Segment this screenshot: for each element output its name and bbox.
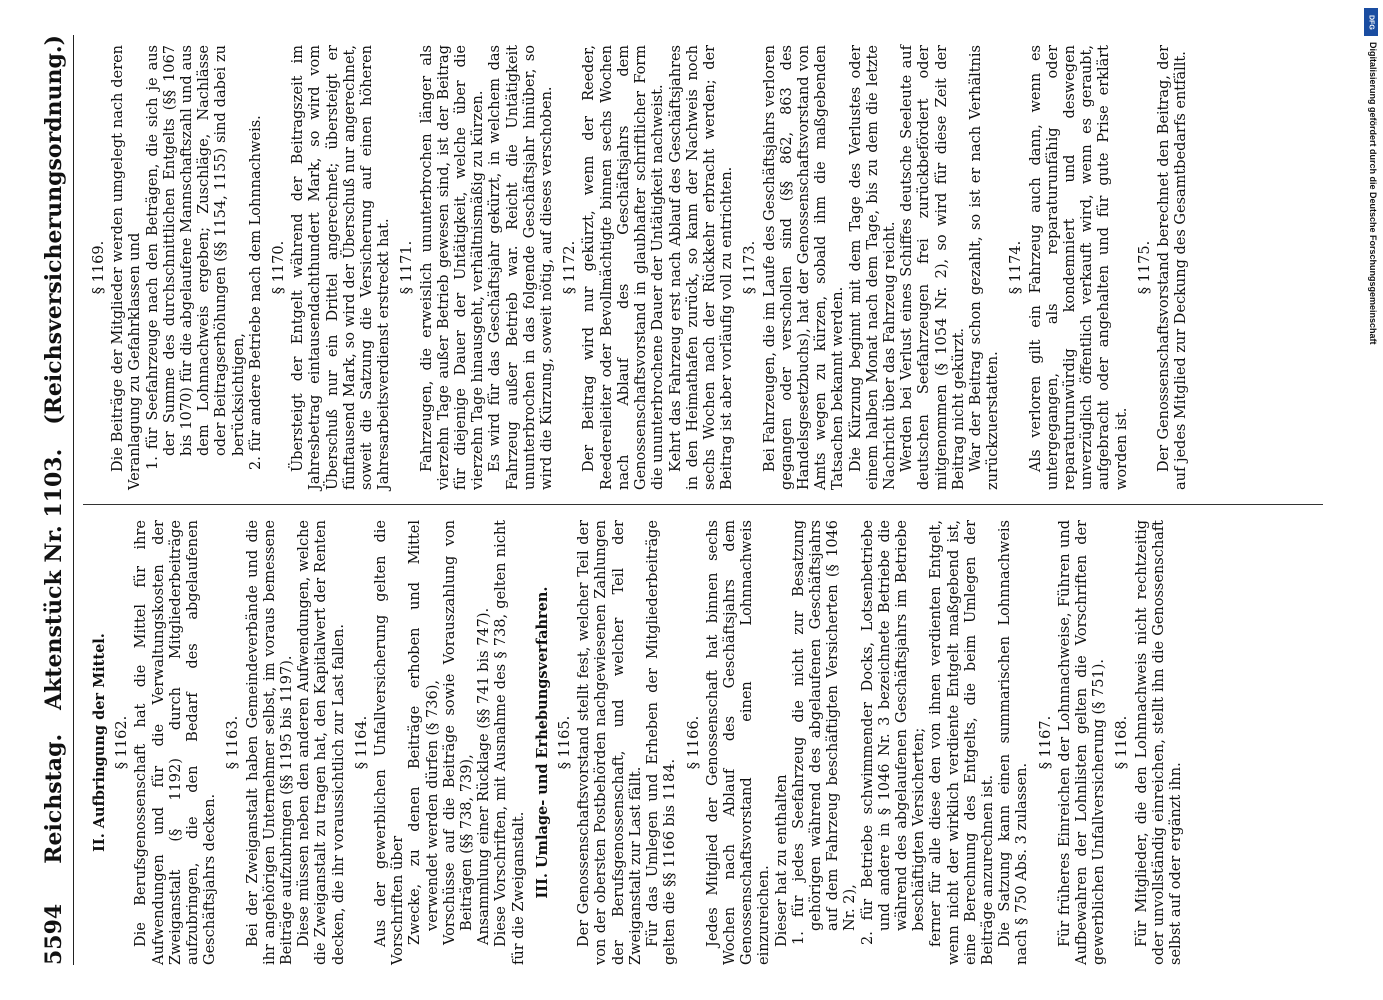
header-left-title: Reichstag.	[41, 733, 67, 864]
list-item: Vorschüsse auf die Beiträge sowie Vorauszahlung von Beiträgen (§§ 738, 739),	[441, 520, 476, 945]
paragraph-number: § 1167.	[1037, 715, 1054, 770]
paragraph-text: Als verloren gilt ein Fahrzeug auch dann, wenn es untergegangen, als reparaturunfähig oder reparaturunwürdig kondemniert und deswegen unverzüglich öffentlich verkauft wird, wenn es geraubt, aufgebracht oder angehalten und für gute Prise erklärt worden ist.	[1027, 45, 1130, 490]
item-list	[791, 520, 929, 945]
paragraph-number: § 1165.	[557, 715, 574, 770]
paragraph-text: Dieser hat zu enthalten	[773, 774, 790, 947]
paragraph-text: Die Beiträge der Mitglieder werden umgelegt nach deren Veranlagung zu Gefahrklassen und	[110, 45, 144, 490]
paragraph-number: § 1173.	[742, 240, 759, 295]
paragraph-number: § 1172.	[562, 240, 579, 295]
dfg-logo: DFG	[1364, 8, 1378, 36]
paragraph-number: § 1170.	[271, 240, 288, 295]
page-number: 5594	[41, 903, 67, 965]
paragraph-text: Diese müssen neben den anderen Aufwendungen, welche die Zweiganstalt zu tragen hat, den Kapitalwert der Renten decken, die ihr voraussichtlich zur Last fallen.	[296, 520, 347, 965]
paragraph-number: § 1175.	[1136, 240, 1153, 295]
paragraph-number: § 1166.	[685, 715, 702, 770]
page-header	[35, 35, 74, 965]
paragraph-text: Übersteigt der Entgelt während der Beitragszeit im Jahresbetrag eintausendachthundert Mark, so wird vom Überschuß nur ein Drittel angerechnet; übersteigt er fünftausend Mark, so wird der Überschuß nur angerechnet, soweit die Satzung die Versicherung auf einen höheren Jahresarbeitsverdienst erstreckt hat.	[290, 45, 393, 490]
paragraph-number: § 1164.	[353, 715, 370, 770]
right-column	[85, 45, 1325, 490]
paragraph-text: Die Satzung kann einen summarischen Lohnnachweis nach § 750 Abs. 3 zulassen.	[997, 520, 1031, 965]
paragraph-text: Der Beitrag wird nur gekürzt, wenn der Reeder, Reedereileiter oder Bevollmächtigte binnen sechs Wochen nach Ablauf des Geschäftsjahrs dem Genossenschaftsvorstand in glaubhafter schriftlicher Form die ununterbrochene Dauer der Untätigkeit nachweist.	[581, 45, 667, 490]
section-heading: II. Aufbringung der Mittel.	[91, 633, 108, 852]
paragraph-text: Für das Umlegen und Erheben der Mitgliederbeiträge gelten die §§ 1166 bis 1184.	[645, 520, 679, 965]
list-item: 1. für Seefahrzeuge nach den Beträgen, die sich je aus der Summe des durchschnittlichen Entgelts (§§ 1067 bis 1070) für die abgelaufene Mannschaftszahl und aus dem Lohnnachweis ergeben; Zuschläge, Nachlässe oder Beitragserhöhungen (§§ 1154, 1155) sind dabei zu berücksichtigen,	[144, 45, 247, 470]
digitization-stamp	[1364, 8, 1378, 568]
paragraph-text: Es wird für das Geschäftsjahr gekürzt, in welchem das Fahrzeug außer Betrieb war. Reicht die Untätigkeit ununterbrochen in das folgende Geschäftsjahr hinüber, so wird die Kürzung, soweit nötig, auf dieses verschoben.	[487, 45, 556, 490]
paragraph-number: § 1168.	[1114, 715, 1131, 770]
paragraph-text: Für früheres Einreichen der Lohnnachweise, Führen und Aufbewahren der Lohnlisten gelten die Vorschriften der gewerblichen Unfallversicherung (§ 751).	[1056, 520, 1108, 965]
paragraph-text: Für Mitglieder, die den Lohnnachweis nicht rechtzeitig oder unvollständig einreichen, stellt ihn die Genossenschaft selbst auf oder ergänzt ihn.	[1133, 520, 1184, 965]
list-item: Zwecke, zu denen Beiträge erhoben und Mittel verwendet werden dürfen (§ 736),	[407, 520, 441, 945]
section-heading: III. Umlage- und Erhebungsverfahren.	[533, 586, 551, 899]
paragraph-text: Bei der Zweiganstalt haben Gemeindeverbände und die ihr angehörigen Unternehmer selbst, im voraus bemessene Beiträge aufzubringen (§§ 1195 bis 1197).	[244, 520, 296, 965]
paragraph-text: ferner für alle diese den von ihnen verdienten Entgelt, wenn nicht der wirklich verdiente Entgelt maßgebend ist, eine Berechnung des Entgelts, die beim Umlegen der Beiträge anzurechnen ist.	[928, 520, 996, 965]
paragraph-text: Aus der gewerblichen Unfallversicherung gelten die Vorschriften über	[373, 520, 407, 965]
paragraph-text: Der Genossenschaftsvorstand stellt fest, welcher Teil der von der obersten Postbehörden nachgewiesenen Zahlungen der Berufsgenossenschaft, und welcher Teil der Zweiganstalt zur Last fällt.	[576, 520, 644, 965]
paragraph-text: Bei Fahrzeugen, die im Laufe des Geschäftsjahrs verloren gegangen oder verschollen sind (§§ 862, 863 des Handelsgesetzbuchs), hat der Genossenschaftsvorstand von Amts wegen zu kürzen, sobald ihm die maßgebenden Tatsachen bekannt werden.	[761, 45, 847, 490]
header-middle-title: Aktenstück Nr. 1103.	[41, 448, 67, 710]
rotated-document-page	[35, 35, 1335, 965]
paragraph-number: § 1171.	[399, 240, 416, 295]
paragraph-text: Werden bei Verlust eines Schiffes deutsche Seeleute auf deutschen Seefahrzeugen frei zurückbefördert oder mitgenommen (§ 1054 Nr. 2), so wird für diese Zeit der Beitrag nicht gekürzt.	[899, 45, 967, 490]
list-item: Ansammlung einer Rücklage (§§ 741 bis 747).	[476, 607, 493, 945]
list-item: 2. für andere Betriebe nach dem Lohnnachweis.	[247, 115, 264, 470]
paragraph-text: Die Kürzung beginnt mit dem Tage des Verlustes oder einem halben Monat nach dem Tage, bis zu dem die letzte Nachricht über das Fahrzeug reicht.	[847, 45, 898, 490]
paragraph-text: Die Berufsgenossenschaft hat die Mittel für ihre Aufwendungen und für die Verwaltungskosten der Zweiganstalt (§ 1192) durch Mitgliederbeiträge aufzubringen, die den Bedarf des abgelaufenen Geschäftsjahrs decken.	[133, 520, 219, 965]
left-column	[85, 520, 1325, 965]
digitization-stamp-text: Digitalisierung gefördert durch die Deutsche Forschungsgemeinschaft	[1368, 42, 1378, 345]
paragraph-text: Kehrt das Fahrzeug erst nach Ablauf des Geschäftsjahres in den Heimathafen zurück, so kann der Nachweis noch sechs Wochen nach der Rückkehr erbracht werden; der Beitrag ist aber vorläufig voll zu entrichten.	[667, 45, 736, 490]
paragraph-number: § 1174.	[1008, 240, 1025, 295]
paragraph-text: Fahrzeugen, die erweislich ununterbrochen länger als vierzehn Tage außer Betrieb gewesen sind, ist der Beitrag für diejenige Dauer der Untätigkeit, welche über die vierzehn Tage hinausgeht, verhältnismäßig zu kürzen.	[418, 45, 487, 490]
list-item: 1. für jedes Seefahrzeug die nicht zur Besatzung gehörigen während des abgelaufenen Geschäftsjahrs auf dem Fahrzeug beschäftigten Versicherten (§ 1046 Nr. 2),	[790, 520, 859, 945]
paragraph-text: Der Genossenschaftsvorstand berechnet den Beitrag, der auf jedes Mitglied zur Deckung des Gesamtbedarfs entfällt.	[1155, 45, 1190, 490]
item-list	[145, 45, 265, 470]
paragraph-text: Jedes Mitglied der Genossenschaft hat binnen sechs Wochen nach Ablauf des Geschäftsjahrs dem Genossenschaftsvorstand einen Lohnnachweis einzureichen.	[704, 520, 773, 965]
column-divider	[83, 504, 1323, 505]
item-list	[407, 520, 493, 945]
paragraph-number: § 1162.	[114, 715, 131, 770]
header-right-title: (Reichsversicherungsordnung.)	[41, 35, 67, 425]
paragraph-text: War der Beitrag schon gezahlt, so ist er nach Verhältnis zurückzuerstatten.	[967, 45, 1002, 490]
list-item: 2. für Betriebe schwimmender Docks, Lotsenbetriebe und andere in § 1046 Nr. 3 bezeichnete Betriebe die während des abgelaufenen Geschäftsjahrs im Betriebe beschäftigten Versicherten;	[859, 520, 928, 945]
paragraph-text: Diese Vorschriften, mit Ausnahme des § 738, gelten nicht für die Zweiganstalt.	[493, 520, 527, 965]
paragraph-number: § 1163.	[225, 715, 242, 770]
paragraph-number: § 1169.	[91, 240, 107, 295]
